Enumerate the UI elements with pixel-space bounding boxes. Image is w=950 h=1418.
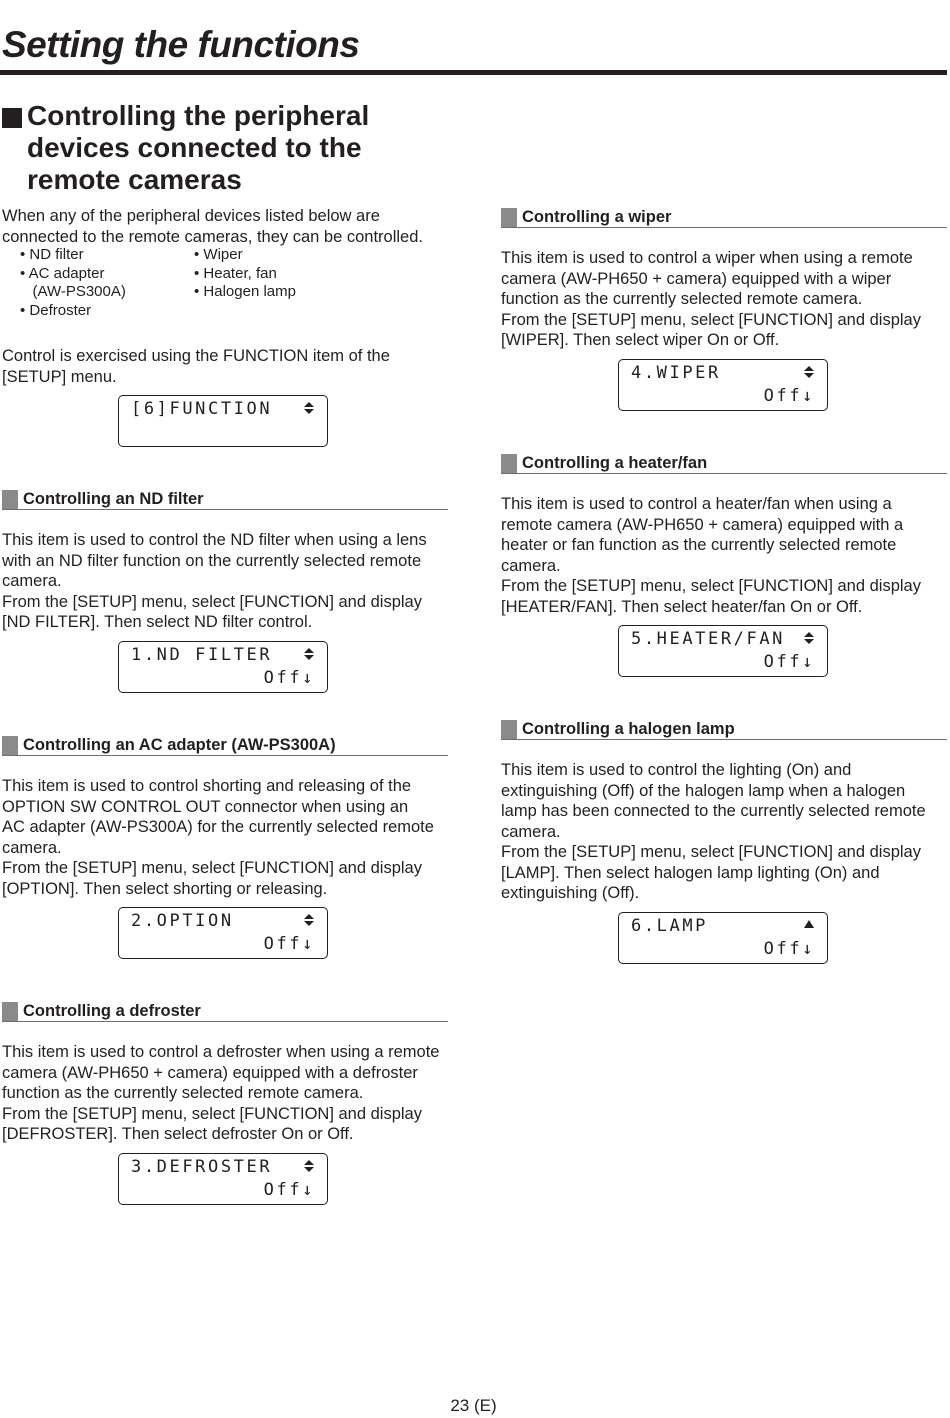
- list-item: • Halogen lamp: [194, 283, 296, 300]
- sub-heading-label: Controlling a heater/fan: [522, 454, 708, 472]
- lcd-line-1: 4.WIPER: [631, 363, 721, 383]
- lcd-line-2: Off↓: [263, 1180, 315, 1200]
- page-title: Setting the functions: [2, 24, 360, 65]
- sub-heading-label: Controlling an AC adapter (AW-PS300A): [23, 736, 336, 754]
- sub-heading-defroster: [2, 1001, 448, 1022]
- lcd-display-function: [118, 395, 328, 447]
- heater-fan-paragraph: This item is used to control a heater/fan when using a remote camera (AW-PH650 + camera) equipped with a heater or fan function as the currently selected remote camera. From the [SETUP] menu, select [FUNCTION] and display [HEATER/FAN]. Then select heater/fan On or Off.: [501, 495, 921, 616]
- nd-filter-paragraph: This item is used to control the ND filter when using a lens with an ND filter function on the currently selected remote camera. From the [SETUP] menu, select [FUNCTION] and display [ND FILTER]. Then select ND filter control.: [2, 531, 427, 631]
- sub-heading-heater-fan: [501, 453, 947, 474]
- up-arrow-icon: [803, 918, 815, 932]
- heading-bar-icon: [2, 490, 18, 509]
- sub-heading-halogen-lamp: [501, 719, 947, 740]
- title-rule: [0, 70, 947, 75]
- lcd-display-nd-filter: [118, 641, 328, 693]
- lcd-line-1: [6]FUNCTION: [131, 399, 273, 419]
- section-title-line: devices connected to the: [27, 132, 362, 163]
- device-list-right: [194, 246, 296, 302]
- heading-bar-icon: [501, 454, 517, 473]
- list-item: • Heater, fan: [194, 264, 277, 282]
- up-down-arrows-icon: [803, 631, 815, 645]
- defroster-paragraph: This item is used to control a defroster when using a remote camera (AW-PH650 + camera) equipped with a defroster function as the currently selected remote camera. From the [SETUP] menu, select [FUNCTION] and display [DEFROSTER]. Then select defroster On or Off.: [2, 1043, 440, 1143]
- control-paragraph: Control is exercised using the FUNCTION item of the [SETUP] menu.: [2, 347, 390, 386]
- lcd-line-1: 6.LAMP: [631, 916, 709, 936]
- lcd-line-2: Off↓: [763, 939, 815, 959]
- lcd-line-1: 5.HEATER/FAN: [631, 629, 786, 649]
- up-down-arrows-icon: [303, 647, 315, 661]
- sub-heading-nd-filter: [2, 489, 448, 510]
- lcd-line-2: Off↓: [263, 934, 315, 954]
- list-item: • AC adapter: [20, 264, 105, 282]
- black-square-icon: [2, 108, 22, 128]
- ac-adapter-paragraph: This item is used to control shorting and releasing of the OPTION SW CONTROL OUT connector when using an AC adapter (AW-PS300A) for the currently selected remote camera. From the [SETUP] menu, select [FUNCTION] and display [OPTION]. Then select shorting or releasing.: [2, 777, 434, 898]
- list-item: • Wiper: [194, 246, 243, 263]
- sub-heading-ac-adapter: [2, 735, 448, 756]
- page-number: 23 (E): [450, 1396, 497, 1415]
- up-down-arrows-icon: [303, 913, 315, 927]
- heading-bar-icon: [2, 736, 18, 755]
- lcd-display-option: [118, 907, 328, 959]
- list-item: (AW-PS300A): [20, 283, 126, 300]
- sub-heading-label: Controlling a defroster: [23, 1002, 201, 1020]
- heading-bar-icon: [501, 208, 517, 227]
- section-title-line: remote cameras: [27, 164, 242, 195]
- lcd-line-1: 2.OPTION: [131, 911, 234, 931]
- sub-heading-label: Controlling a halogen lamp: [522, 720, 735, 738]
- section-title: [2, 100, 369, 196]
- list-item: • Defroster: [20, 301, 92, 319]
- up-down-arrows-icon: [303, 401, 315, 415]
- sub-heading-wiper: [501, 207, 947, 228]
- intro-paragraph: When any of the peripheral devices listed below are connected to the remote cameras, they can be controlled.: [2, 207, 423, 246]
- wiper-paragraph: This item is used to control a wiper when using a remote camera (AW-PH650 + camera) equipped with a wiper function as the currently selected remote camera. From the [SETUP] menu, select [FUNCTION] and display [WIPER]. Then select wiper On or Off.: [501, 249, 921, 349]
- lcd-line-2: Off↓: [763, 652, 815, 672]
- section-title-line: Controlling the peripheral: [27, 100, 370, 131]
- lcd-display-heater-fan: [618, 625, 828, 677]
- list-item: • ND filter: [20, 246, 84, 263]
- heading-bar-icon: [2, 1002, 18, 1021]
- lcd-line-1: 3.DEFROSTER: [131, 1157, 273, 1177]
- halogen-lamp-paragraph: This item is used to control the lighting (On) and extinguishing (Off) of the halogen lamp when a halogen lamp has been connected to the currently selected remote camera. From the [SETUP] menu, select [FUNCTION] and display [LAMP]. Then select halogen lamp lighting (On) and extinguishing (Off).: [501, 761, 926, 902]
- lcd-display-wiper: [618, 359, 828, 411]
- sub-heading-label: Controlling a wiper: [522, 208, 672, 226]
- lcd-line-1: 1.ND FILTER: [131, 645, 273, 665]
- sub-heading-label: Controlling an ND filter: [23, 490, 204, 508]
- lcd-display-lamp: [618, 912, 828, 964]
- up-down-arrows-icon: [303, 1159, 315, 1173]
- lcd-display-defroster: [118, 1153, 328, 1205]
- device-list-left: [20, 246, 126, 320]
- heading-bar-icon: [501, 720, 517, 739]
- up-down-arrows-icon: [803, 365, 815, 379]
- lcd-line-2: Off↓: [763, 386, 815, 406]
- lcd-line-2: Off↓: [263, 668, 315, 688]
